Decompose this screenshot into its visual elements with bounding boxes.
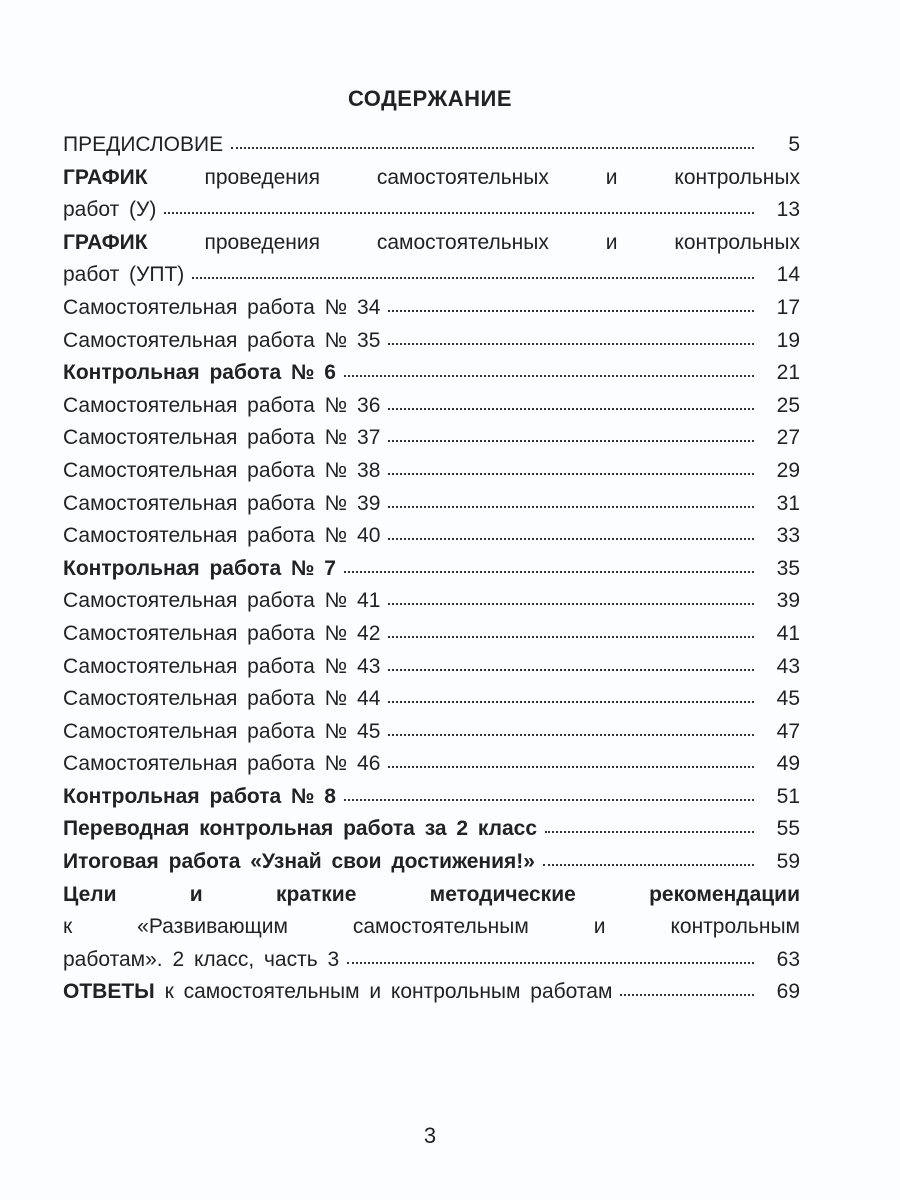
toc-entry-text	[63, 259, 184, 292]
toc-entry-text	[63, 781, 336, 814]
toc-entry	[63, 585, 800, 618]
toc-entry-line	[63, 716, 800, 749]
toc-entry-text	[63, 520, 380, 553]
toc-page-number: 19	[776, 328, 800, 352]
dot-leader	[388, 749, 754, 770]
toc-entry	[63, 748, 800, 781]
toc-page-number: 63	[776, 947, 800, 971]
toc-entry-line	[63, 748, 800, 781]
toc-entry	[63, 390, 800, 423]
toc-entry-line	[63, 781, 800, 814]
toc-page-number: 43	[776, 654, 800, 678]
toc-entry-line	[63, 553, 800, 586]
toc-page-number: 39	[776, 589, 800, 613]
toc-entry-bold-text: Переводная контрольная работа за 2 класс	[63, 817, 538, 841]
toc-entry-text	[63, 846, 535, 879]
toc-entry-line	[63, 618, 800, 651]
toc-entry-text	[63, 915, 800, 938]
page-number: 3	[423, 1123, 437, 1148]
toc-entry-text	[63, 422, 380, 455]
toc-page-number: 49	[776, 752, 800, 776]
toc-entry-regular-text: Самостоятельная работа № 42	[63, 621, 381, 645]
toc-entry-line	[63, 585, 800, 618]
dot-leader	[388, 326, 754, 347]
toc-entry	[63, 813, 800, 846]
dot-leader	[347, 945, 754, 966]
toc-entry-regular-text: Самостоятельная работа № 40	[63, 524, 381, 548]
toc-entry-text	[63, 357, 336, 390]
toc-entry-text	[63, 325, 380, 358]
toc-entry-line	[63, 194, 800, 227]
toc-entry	[63, 553, 800, 586]
dot-leader	[388, 521, 754, 542]
toc-entry-regular-text: Самостоятельная работа № 43	[63, 654, 381, 678]
toc-entry	[63, 879, 800, 977]
toc-entry-line	[63, 325, 800, 358]
toc-entry-bold-text: Контрольная работа № 6	[63, 361, 336, 385]
toc-entry-text	[63, 488, 380, 521]
toc-page-number: 35	[776, 556, 800, 580]
toc-entry	[63, 325, 800, 358]
toc-entry	[63, 357, 800, 390]
toc-entry-bold-text: ОТВЕТЫ	[63, 980, 155, 1004]
toc-entry	[63, 846, 800, 879]
toc-entry-text	[63, 683, 380, 716]
dot-leader	[388, 619, 754, 640]
toc-entry-line	[63, 520, 800, 553]
dot-leader	[388, 684, 754, 705]
toc-entry-regular-text: Самостоятельная работа № 37	[63, 426, 381, 450]
toc-page-number: 29	[776, 458, 800, 482]
toc-entry	[63, 292, 800, 325]
toc-entry-text	[63, 231, 800, 254]
dot-leader	[620, 977, 754, 998]
toc-entry-bold-text: Контрольная работа № 7	[63, 556, 336, 580]
toc-entry-regular-text: к «Развивающим самостоятельным и контрольным	[63, 915, 800, 939]
toc-entry-regular-text: Самостоятельная работа № 45	[63, 719, 381, 743]
toc-entry-text	[63, 976, 612, 1009]
toc-page-number: 33	[776, 524, 800, 548]
dot-leader	[344, 554, 754, 575]
toc-page-number: 51	[776, 784, 800, 808]
toc-entry	[63, 716, 800, 749]
toc-entry-regular-text: Самостоятельная работа № 36	[63, 393, 381, 417]
toc-entry-regular-text: к самостоятельным и контрольным работам	[154, 980, 613, 1004]
toc-entry-line	[63, 292, 800, 325]
toc-entry-bold-text: Цели и краткие методические рекомендации	[63, 882, 800, 906]
toc-entry-text	[63, 716, 380, 749]
toc-entry-line	[63, 422, 800, 455]
dot-leader	[388, 456, 754, 477]
toc-entry-line	[63, 357, 800, 390]
toc-entry	[63, 683, 800, 716]
dot-leader	[164, 195, 754, 216]
dot-leader	[543, 847, 754, 868]
toc-entry-bold-text: ГРАФИК	[63, 230, 148, 254]
toc-entry-line	[63, 651, 800, 684]
toc-entry-line	[63, 911, 800, 944]
toc-entry-line	[63, 944, 800, 977]
toc-page-number: 47	[776, 719, 800, 743]
toc-entry-text	[63, 390, 380, 423]
toc-entry-text	[63, 129, 223, 162]
dot-leader	[388, 391, 754, 412]
toc-entry-text	[63, 944, 339, 977]
toc-entry-regular-text: Самостоятельная работа № 44	[63, 687, 381, 711]
toc-entry-regular-text: Самостоятельная работа № 34	[63, 295, 381, 319]
toc-entry-line	[63, 813, 800, 846]
dot-leader	[388, 586, 754, 607]
toc-page-number: 41	[776, 621, 800, 645]
toc-entry-text	[63, 553, 336, 586]
toc-page-number: 55	[776, 817, 800, 841]
toc-entry	[63, 976, 800, 1009]
toc-page-number: 14	[776, 263, 800, 287]
toc-entry-text	[63, 455, 380, 488]
toc-page-number: 21	[776, 361, 800, 385]
toc-entry-line	[63, 976, 800, 1009]
toc-entry-regular-text: ПРЕДИСЛОВИЕ	[63, 133, 224, 156]
toc-entry-bold-text: Контрольная работа № 8	[63, 784, 336, 808]
toc-entry-regular-text: работ (УПТ)	[63, 263, 185, 287]
page-title: СОДЕРЖАНИЕ	[347, 86, 513, 111]
toc-entry-line	[63, 879, 800, 912]
toc-entry	[63, 520, 800, 553]
toc-page-number: 31	[776, 491, 800, 515]
toc-page-number: 13	[776, 198, 800, 222]
toc-entry	[63, 781, 800, 814]
toc-entry-text	[63, 813, 537, 846]
toc-entry	[63, 455, 800, 488]
toc-entry	[63, 129, 800, 162]
toc-page-number: 59	[776, 850, 800, 874]
dot-leader	[388, 489, 754, 510]
dot-leader	[388, 293, 754, 314]
toc-entry-text	[63, 883, 800, 906]
toc-entry-line	[63, 162, 800, 195]
table-of-contents	[63, 129, 800, 1009]
toc-entry-regular-text: Самостоятельная работа № 46	[63, 752, 381, 776]
toc-entry-regular-text: проведения самостоятельных и контрольных	[147, 230, 800, 254]
toc-entry	[63, 227, 800, 292]
toc-entry	[63, 162, 800, 227]
toc-entry-regular-text: Самостоятельная работа № 35	[63, 328, 381, 352]
toc-entry-text	[63, 618, 380, 651]
dot-leader	[388, 423, 754, 444]
toc-entry-regular-text: проведения самостоятельных и контрольных	[147, 165, 800, 189]
toc-entry-line	[63, 846, 800, 879]
toc-entry-line	[63, 683, 800, 716]
toc-entry-text	[63, 166, 800, 189]
toc-page-number: 27	[776, 426, 800, 450]
dot-leader	[231, 130, 754, 151]
toc-entry-regular-text: Самостоятельная работа № 39	[63, 491, 381, 515]
toc-entry-text	[63, 292, 380, 325]
toc-entry	[63, 488, 800, 521]
toc-entry-line	[63, 488, 800, 521]
dot-leader	[545, 814, 754, 835]
toc-entry-line	[63, 455, 800, 488]
toc-page-number: 69	[776, 980, 800, 1004]
dot-leader	[344, 358, 754, 379]
toc-entry-regular-text: работ (У)	[63, 198, 157, 222]
toc-entry-line	[63, 390, 800, 423]
toc-entry-line	[63, 129, 800, 162]
toc-entry-line	[63, 259, 800, 292]
toc-entry-regular-text: работам». 2 класс, часть 3	[63, 947, 340, 971]
toc-entry-bold-text: ГРАФИК	[63, 165, 148, 189]
toc-entry	[63, 651, 800, 684]
dot-leader	[344, 782, 754, 803]
toc-page-number: 17	[776, 295, 800, 319]
toc-entry-line	[63, 227, 800, 260]
dot-leader	[192, 260, 754, 281]
toc-entry-regular-text: Самостоятельная работа № 41	[63, 589, 381, 613]
dot-leader	[388, 717, 754, 738]
toc-entry-text	[63, 585, 380, 618]
toc-page-number: 25	[776, 393, 800, 417]
toc-page-number: 5	[788, 133, 800, 156]
toc-page-number: 45	[776, 687, 800, 711]
toc-entry	[63, 422, 800, 455]
toc-entry-regular-text: Самостоятельная работа № 38	[63, 458, 381, 482]
toc-entry-text	[63, 748, 380, 781]
toc-entry-text	[63, 651, 380, 684]
dot-leader	[388, 652, 754, 673]
toc-entry	[63, 618, 800, 651]
toc-entry-text	[63, 194, 156, 227]
toc-entry-bold-text: Итоговая работа «Узнай свои достижения!»	[63, 850, 535, 874]
